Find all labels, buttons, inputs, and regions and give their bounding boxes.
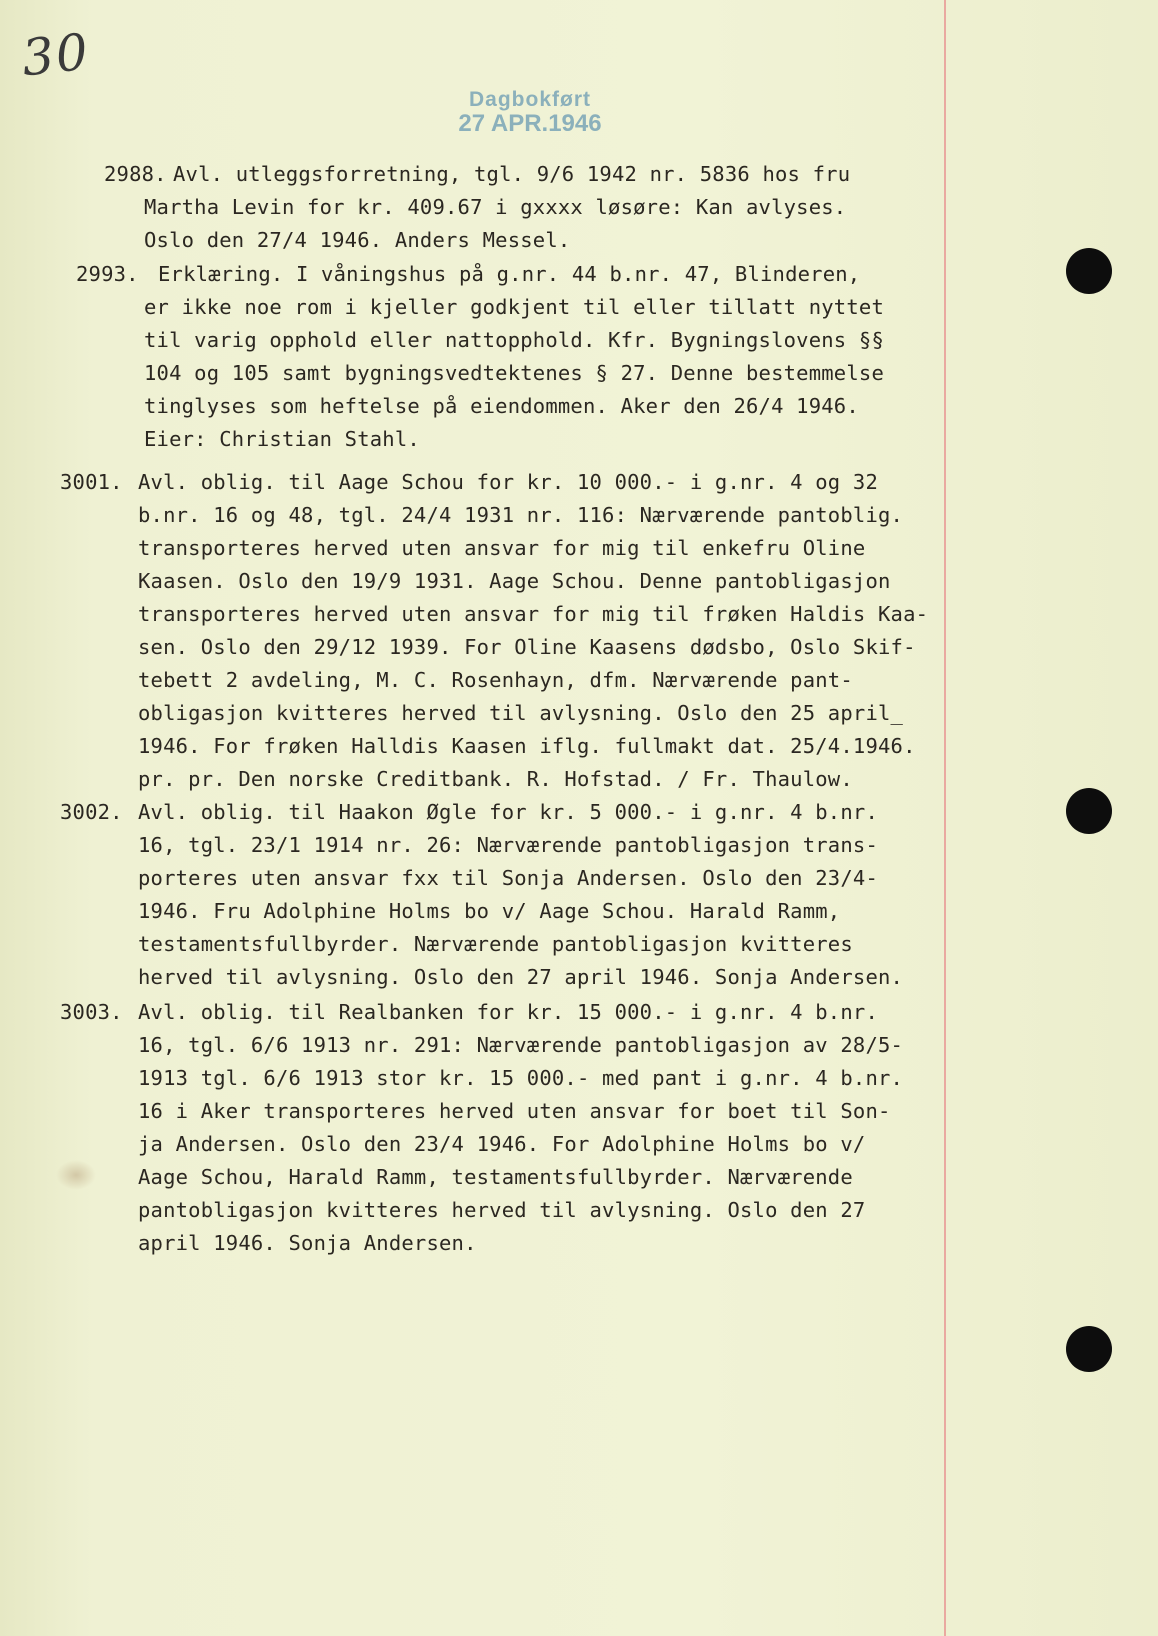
entry-line: 104 og 105 samt bygningsvedtektenes § 27. Denne bestemmelse [144,361,884,385]
entry-line: b.nr. 16 og 48, tgl. 24/4 1931 nr. 116: Nærværende pantoblig. [138,503,904,527]
entry-line: obligasjon kvitteres herved til avlysning. Oslo den 25 april_ [138,701,904,725]
entry-line: 1913 tgl. 6/6 1913 stor kr. 15 000.- med pant i g.nr. 4 b.nr. [138,1066,904,1090]
entry-number: 2988. [104,162,167,186]
margin-note: 30 [19,22,93,88]
entry-line: Avl. oblig. til Aage Schou for kr. 10 000.- i g.nr. 4 og 32 [138,470,878,494]
entry-number: 3001. [60,470,123,494]
entry-line: tinglyses som heftelse på eiendommen. Aker den 26/4 1946. [144,394,859,418]
entry-line: sen. Oslo den 29/12 1939. For Oline Kaasens dødsbo, Oslo Skif- [138,635,916,659]
entry-line: 1946. For frøken Halldis Kaasen iflg. fullmakt dat. 25/4.1946. [138,734,916,758]
entry-line: 1946. Fru Adolphine Holms bo v/ Aage Schou. Harald Ramm, [138,899,841,923]
punch-hole-bottom [1066,1326,1112,1372]
entry-line: Avl. utleggsforretning, tgl. 9/6 1942 nr. 5836 hos fru [173,162,851,186]
entry-line: er ikke noe rom i kjeller godkjent til eller tillatt nyttet [144,295,884,319]
entry-line: 16 i Aker transporteres herved uten ansvar for boet til Son- [138,1099,891,1123]
entry-number: 3003. [60,1000,123,1024]
entry-line: pantobligasjon kvitteres herved til avlysning. Oslo den 27 [138,1198,866,1222]
entry-line: til varig opphold eller nattopphold. Kfr. Bygningslovens §§ [144,328,884,352]
entry-line: Eier: Christian Stahl. [144,427,420,451]
stamp-date: 27 APR.1946 [458,110,602,137]
entry-line: Avl. oblig. til Realbanken for kr. 15 000.- i g.nr. 4 b.nr. [138,1000,878,1024]
punch-hole-top [1066,248,1112,294]
entry-line: Oslo den 27/4 1946. Anders Messel. [144,228,571,252]
entry-line: testamentsfullbyrder. Nærværende pantobligasjon kvitteres [138,932,853,956]
entry-line: 16, tgl. 23/1 1914 nr. 26: Nærværende pantobligasjon trans- [138,833,878,857]
entry-line: tebett 2 avdeling, M. C. Rosenhayn, dfm. Nærværende pant- [138,668,853,692]
entry-line: Avl. oblig. til Haakon Øgle for kr. 5 000.- i g.nr. 4 b.nr. [138,800,878,824]
entry-line: Erklæring. I våningshus på g.nr. 44 b.nr. 47, Blinderen, [158,262,861,286]
entry-line: april 1946. Sonja Andersen. [138,1231,477,1255]
entry-line: Kaasen. Oslo den 19/9 1931. Aage Schou. Denne pantobligasjon [138,569,891,593]
entry-line: herved til avlysning. Oslo den 27 april 1946. Sonja Andersen. [138,965,904,989]
entry-line: Aage Schou, Harald Ramm, testamentsfullbyrder. Nærværende [138,1165,853,1189]
margin-rule [944,0,946,1636]
entry-number: 3002. [60,800,123,824]
paper-stain [56,1160,96,1190]
punch-hole-middle [1066,788,1112,834]
entry-line: ja Andersen. Oslo den 23/4 1946. For Adolphine Holms bo v/ [138,1132,866,1156]
stamp-label: Dagbokført [469,88,591,111]
dagbokfort-stamp [450,88,610,138]
entry-line: porteres uten ansvar fxx til Sonja Andersen. Oslo den 23/4- [138,866,878,890]
entry-line: transporteres herved uten ansvar for mig til frøken Haldis Kaa- [138,602,929,626]
entry-line: Martha Levin for kr. 409.67 i gxxxx løsøre: Kan avlyses. [144,195,847,219]
entry-line: transporteres herved uten ansvar for mig til enkefru Oline [138,536,866,560]
entry-line: 16, tgl. 6/6 1913 nr. 291: Nærværende pantobligasjon av 28/5- [138,1033,904,1057]
entry-number: 2993. [76,262,139,286]
entry-line: pr. pr. Den norske Creditbank. R. Hofstad. / Fr. Thaulow. [138,767,853,791]
